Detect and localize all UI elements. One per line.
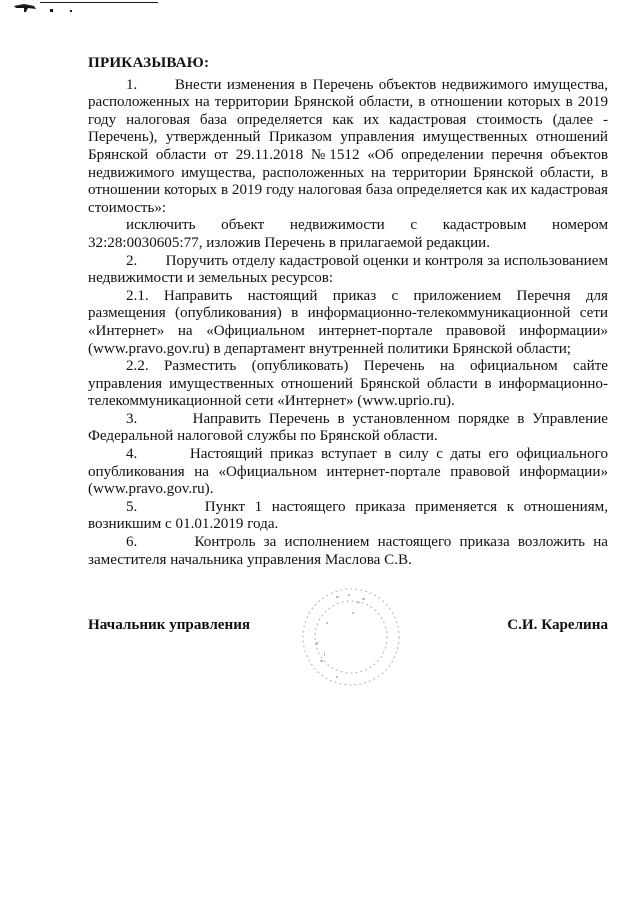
item-5: 5. Пункт 1 настоящего приказа применяется к отношениям, возникшим с 01.01.2019 года. [88, 498, 608, 533]
item-6: 6. Контроль за исполнением настоящего приказа возложить на заместителя начальника управления Маслова С.В. [88, 534, 608, 568]
item-1-exclusion: исключить объект недвижимости с кадастровым номером 32:28:0030605:77, изложив Перечень в прилагаемой редакции. [88, 217, 608, 251]
item-1: 1. Внести изменения в Перечень объектов недвижимого имущества, расположенных на территории Брянской области, в отношении которых в 2019 году налоговая база определяется как их кадастровая стоимость (далее - Перечень), утвержденный Приказом управления имущественных отношений Брянской области от 29.11.2018 №1512 «Об определении перечня объектов недвижимого имущества, расположенных на территории Брянской области, в отношении которых в 2019 году налоговая база определяется как их кадастровая стоимость»: [88, 76, 608, 216]
item-2-2: 2.2. Разместить (опубликовать) Перечень на официальном сайте управления имущественных отношений Брянской области в информационно-телекоммуникационной сети «Интернет» (www.uprio.ru). [88, 358, 608, 410]
signer-position: Начальник управления [88, 617, 251, 633]
item-4: 4. Настоящий приказ вступает в силу с даты его официального опубликования на «Официальном интернет-портале правовой информации» (www.pravo.gov.ru). [88, 446, 608, 498]
item-2-1: 2.1. Направить настоящий приказ с приложением Перечня для размещения (опубликования) в информационно-телекоммуникационной сети «Интернет» на «Официальном интернет-портале правовой информации» (www.pravo.gov.ru) в департамент внутренней политики Брянской области; [88, 287, 608, 357]
scan-artifact-mark [0, 0, 160, 24]
order-body [88, 55, 608, 569]
order-heading: ПРИКАЗЫВАЮ: [88, 55, 210, 71]
item-2: 2. Поручить отделу кадастровой оценки и контроля за использованием недвижимости и земельных ресурсов: [88, 252, 608, 287]
faded-seal-stamp [296, 582, 406, 692]
item-3: 3. Направить Перечень в установленном порядке в Управление Федеральной налоговой службы по Брянской области. [88, 410, 608, 445]
signer-name: С.И. Карелина [507, 617, 608, 633]
